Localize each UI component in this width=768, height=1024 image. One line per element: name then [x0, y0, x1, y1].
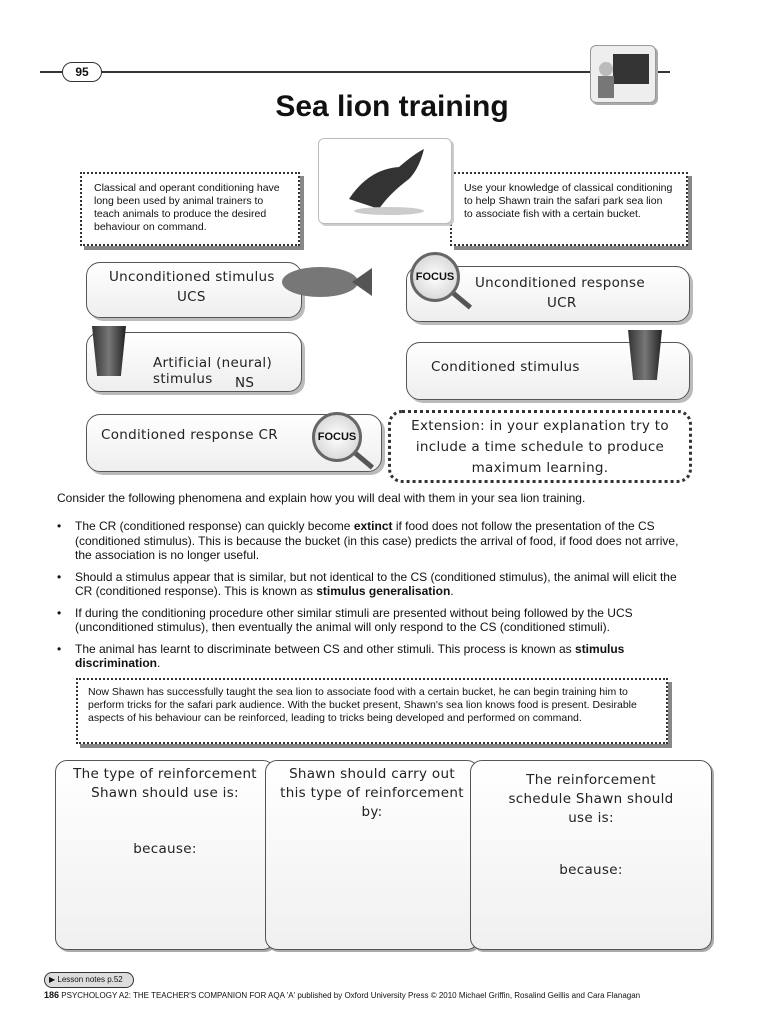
sea-lion-image: [318, 138, 452, 224]
answer-box-reinforcement-type[interactable]: [55, 760, 275, 950]
focus-magnifier-icon: FOCUS: [410, 252, 460, 302]
ns-label: Artificial (neural) stimulus: [153, 355, 273, 387]
ucs-label: Unconditioned stimulus: [109, 269, 275, 285]
answer-box-title: Shawn should carry out this type of reinforcement by:: [280, 766, 464, 820]
page-badge: 95: [62, 62, 102, 82]
extension-box: Extension: in your explanation try to include a time schedule to produce maximum learning.: [388, 410, 692, 483]
play-icon: ▶: [49, 975, 58, 984]
bullet-item: • Should a stimulus appear that is similar, but not identical to the CS (conditioned stimulus), the animal will elicit the CR (conditioned response). This is known as stimulus generalisation.: [57, 570, 697, 599]
ucs-abbr: UCS: [177, 289, 206, 305]
answer-box-title: The reinforcement schedule Shawn should use is:: [508, 772, 674, 826]
phenomena-list: [57, 519, 697, 678]
footer-credit: 186 PSYCHOLOGY A2: THE TEACHER'S COMPANION FOR AQA 'A' published by Oxford University Press © 2010 Michael Griffin, Rosalind Geillis and Cara Flanagan: [44, 990, 641, 1000]
cr-label: Conditioned response CR: [101, 427, 278, 443]
instructions: Consider the following phenomena and explain how you will deal with them in your sea lion training.: [57, 491, 586, 505]
intro-right-box: Use your knowledge of classical conditioning to help Shawn train the safari park sea lion to associate fish with a certain bucket.: [450, 172, 688, 246]
ucs-box: [86, 262, 302, 318]
lesson-notes-link[interactable]: [44, 972, 134, 988]
focus-magnifier-icon: FOCUS: [312, 412, 362, 462]
answer-box-reinforcement-method[interactable]: [265, 760, 479, 950]
bullet-item: • If during the conditioning procedure other similar stimuli are presented without being followed by the UCS (unconditioned stimulus), then eventually the animal will only respond to the CS (conditioned stimuli).: [57, 606, 697, 635]
bullet-item: • The CR (conditioned response) can quickly become extinct if food does not follow the presentation of the CS (conditioned stimulus). This is because the bucket (in this case) predicts the arrival of food, if food does not arrive, the association is no longer useful.: [57, 519, 697, 563]
bucket-icon: [628, 330, 662, 380]
cs-label: Conditioned stimulus: [431, 359, 580, 375]
ucr-label: Unconditioned response: [475, 275, 645, 291]
answer-box-title: The type of reinforcement Shawn should use is:: [73, 766, 257, 801]
intro-left-box: Classical and operant conditioning have long been used by animal trainers to teach animals to produce the desired behaviour on command.: [80, 172, 300, 246]
because-label: because:: [133, 841, 197, 857]
bullet-item: • The animal has learnt to discriminate between CS and other stimuli. This process is known as stimulus discrimination.: [57, 642, 697, 671]
lesson-notes-label: Lesson notes p.52: [57, 975, 123, 984]
shawn-scenario-box: Now Shawn has successfully taught the sea lion to associate food with a certain bucket, he can begin training him to perform tricks for the safari park audience. With the bucket present, Shawn's sea lion knows food is present. Desirable aspects of his behaviour can be reinforced, leading to tricks being developed and performed on command.: [76, 678, 668, 744]
answer-box-schedule[interactable]: [470, 760, 712, 950]
bucket-icon: [92, 326, 126, 376]
because-label: because:: [559, 862, 623, 878]
ns-abbr: NS: [235, 375, 255, 391]
page-title: Sea lion training: [275, 90, 509, 123]
ucr-abbr: UCR: [547, 295, 577, 311]
header-rule: [40, 71, 670, 73]
fish-icon: [280, 262, 372, 302]
